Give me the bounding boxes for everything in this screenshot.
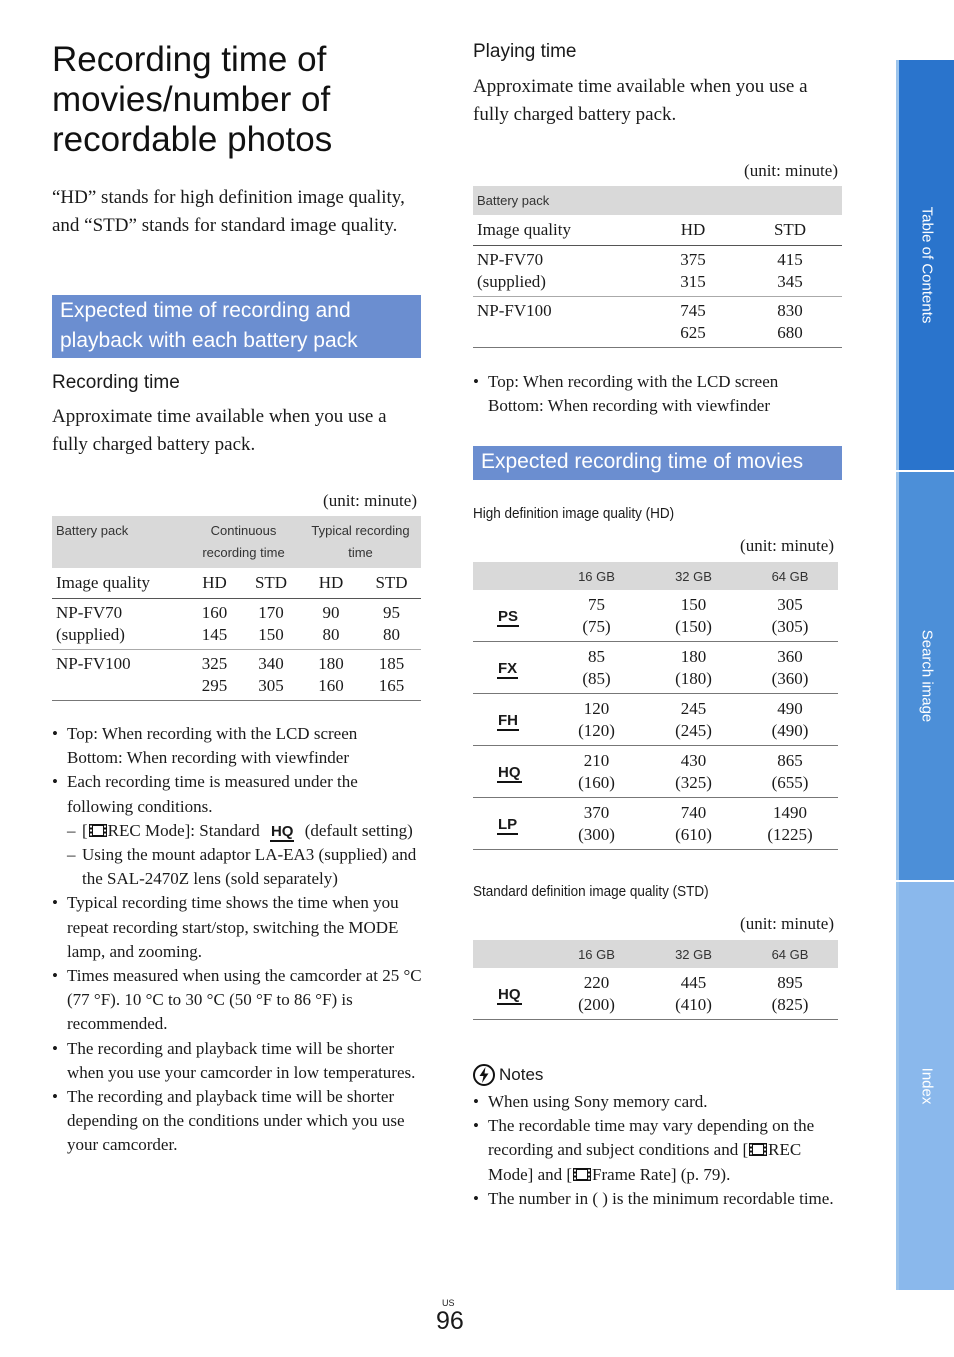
recording-time-table [52,516,421,701]
table-row [52,650,421,701]
ps-mode-icon: PS [498,607,519,625]
hd-unit: (unit: minute) [740,536,834,555]
blank-header [473,562,548,590]
bullet-bottom: Bottom: When recording with viewfinder [67,748,350,768]
film-icon [88,823,108,838]
cell: 1490 (1225) [742,798,838,850]
cell: 830 680 [738,297,842,348]
notes-warning-icon [473,1064,495,1086]
sub-item: – [ REC Mode]: Standard HQ (default setting) [67,820,413,840]
cell: 120 (120) [548,694,645,746]
sub-item: – Using the mount adaptor LA-EA3 (supplied) and the SAL-2470Z lens (sold separately) [67,845,417,889]
bullet-text: The recording and playback time will be shorter when you use your camcorder in low temperatures. [67,1038,416,1082]
film-icon [748,1142,768,1157]
cell: 180 (180) [645,642,742,694]
mode-cell [473,798,548,850]
hd-recording-table [473,562,838,850]
bullet-bottom: Bottom: When recording with viewfinder [488,396,771,416]
hq-mode-icon: HQ [498,763,521,781]
header-continuous: Continuous recording time [187,516,300,568]
tab-table-of-contents[interactable] [896,60,954,470]
note-text: The number in ( ) is the minimum recordable time. [488,1188,834,1208]
playing-unit: (unit: minute) [744,161,838,180]
cell: 360 (360) [742,642,838,694]
quality-label: Image quality [473,215,648,246]
recording-notes-list [52,722,424,1158]
mode-cell [473,642,548,694]
cell: 740 (610) [645,798,742,850]
blank-header [473,940,548,968]
notes-title: Notes [499,1065,544,1084]
quality-row [52,568,421,599]
mode-cell [473,694,548,746]
col-16gb: 16 GB [548,562,645,590]
section-heading-movies: Expected recording time of movies [473,446,842,480]
bullet-text: The recording and playback time will be shorter depending on the conditions under which you use your camcorder. [67,1087,405,1155]
std-unit: (unit: minute) [740,914,834,933]
fh-mode-icon: FH [498,711,518,729]
header-battery-pack: Battery pack [473,186,842,215]
note-text: REC Mode] and [ [488,1140,802,1184]
recording-unit: (unit: minute) [323,491,417,510]
battery-name: NP-FV70 (supplied) [52,599,187,650]
note-text: The recordable time may vary depending on the recording and subject conditions and [ [488,1116,815,1160]
cell: 370 (300) [548,798,645,850]
battery-name: NP-FV100 [473,297,648,348]
hd-heading: High definition image quality (HD) [473,505,675,522]
quality-hd: HD [300,568,362,599]
note-text: Frame Rate] (p. 79). [592,1164,731,1184]
table-row [473,642,838,694]
quality-row [473,215,842,246]
battery-name: NP-FV70 (supplied) [473,246,648,297]
bullet-text: Times measured when using the camcorder at 25 °C (77 °F). 10 °C to 30 °C (50 °F to 86 °F) is recommended. [67,966,422,1034]
recording-time-text: Approximate time available when you use a fully charged battery pack. [52,406,387,455]
list-item: • Top: When recording with the LCD screen Bottom: When recording with viewfinder [473,370,845,418]
table-row [473,746,838,798]
cell: 180 160 [300,650,362,701]
list-item: • Typical recording time shows the time when you repeat recording start/stop, switching the MODE lamp, and zooming. [52,893,399,961]
cell: 210 (160) [548,746,645,798]
film-icon [572,1167,592,1182]
bullet-top: Top: When recording with the LCD screen [488,372,779,391]
std-recording-table [473,940,838,1020]
table-row [52,599,421,650]
intro-text: “HD” stands for high definition image quality, and “STD” stands for standard image quality. [52,187,405,236]
tab-label: Index [918,1067,935,1105]
hq-mode-icon: HQ [498,985,521,1003]
note-text: When using Sony memory card. [488,1092,708,1111]
page-number-value: 96 [436,1307,464,1335]
default-setting-text: (default setting) [304,820,413,840]
col-64gb: 64 GB [742,562,838,590]
quality-std: STD [738,215,842,246]
list-item: • The recording and playback time will be shorter depending on the conditions under which you use your camcorder. [52,1087,405,1155]
cell: 375 315 [648,246,738,297]
bullet-top: Top: When recording with the LCD screen [67,724,358,743]
cell: 305 (305) [742,590,838,642]
playing-notes-list [473,370,845,418]
cell: 445 (410) [645,968,742,1020]
list-item: • The recordable time may vary depending on the recording and subject conditions and [ REC Mode] and [ Frame Rate] (p. 79). [473,1116,815,1184]
notes-heading [473,1064,543,1086]
rec-mode-text: REC Mode]: Standard [107,820,260,840]
std-heading: Standard definition image quality (STD) [473,883,709,900]
cell: 745 625 [648,297,738,348]
cell: 95 80 [362,599,421,650]
header-battery-pack: Battery pack [52,516,187,568]
list-item: • The number in ( ) is the minimum recordable time. [473,1188,834,1208]
table-row [473,246,842,297]
cell: 245 (245) [645,694,742,746]
bullet-text: Typical recording time shows the time when you repeat recording start/stop, switching the MODE lamp, and zooming. [67,893,399,961]
quality-hd: HD [187,568,242,599]
quality-std: STD [362,568,421,599]
cell: 160 145 [187,599,242,650]
list-item: • Times measured when using the camcorder at 25 °C (77 °F). 10 °C to 30 °C (50 °F to 86 °F) is recommended. [52,966,422,1034]
cell: 340 305 [242,650,300,701]
list-item: • Top: When recording with the LCD screen Bottom: When recording with viewfinder [52,722,424,770]
tab-search-image[interactable] [896,472,954,880]
tab-label: Search image [918,629,935,723]
tab-index[interactable] [896,882,954,1290]
list-item: • Each recording time is measured under the following conditions. – [ REC Mode]: Standard HQ (default setting) – Using the mount adaptor LA-EA3 (supplied) and the SAL-2470Z lens (sold separately) [52,770,424,891]
playing-time-text: Approximate time available when you use a fully charged battery pack. [473,76,808,125]
hq-mode-icon: HQ [270,822,294,840]
list-item: • The recording and playback time will be shorter when you use your camcorder in low temperatures. [52,1038,416,1082]
section-heading-battery: Expected time of recording and playback with each battery pack [52,295,421,358]
header-typical: Typical recording time [300,516,421,568]
col-32gb: 32 GB [645,940,742,968]
col-32gb: 32 GB [645,562,742,590]
cell: 490 (490) [742,694,838,746]
page-region: US [442,1298,455,1308]
mode-cell [473,968,548,1020]
page-number [436,1298,464,1334]
cell: 185 165 [362,650,421,701]
cell: 865 (655) [742,746,838,798]
cell: 75 (75) [548,590,645,642]
notes-list [473,1090,845,1211]
cell: 895 (825) [742,968,838,1020]
mode-cell [473,746,548,798]
cell: 170 150 [242,599,300,650]
tab-label: Table of Contents [918,206,935,324]
table-row [473,297,842,348]
recording-time-heading: Recording time [52,372,180,393]
cell: 325 295 [187,650,242,701]
cell: 415 345 [738,246,842,297]
col-64gb: 64 GB [742,940,838,968]
battery-name: NP-FV100 [52,650,187,701]
list-item: • When using Sony memory card. [473,1092,708,1111]
page-title: Recording time of movies/number of recordable photos [52,40,333,159]
quality-hd: HD [648,215,738,246]
cell: 150 (150) [645,590,742,642]
cell: 430 (325) [645,746,742,798]
playing-time-table [473,186,842,348]
lp-mode-icon: LP [498,815,518,833]
fx-mode-icon: FX [498,659,518,677]
table-row [473,798,838,850]
playing-time-heading: Playing time [473,41,577,62]
mode-cell [473,590,548,642]
cell: 85 (85) [548,642,645,694]
sub-item-text: Using the mount adaptor LA-EA3 (supplied) and the SAL-2470Z lens (sold separately) [82,845,417,889]
col-16gb: 16 GB [548,940,645,968]
table-row [473,968,838,1020]
bracket: [ [82,820,88,840]
table-row [473,590,838,642]
cell: 220 (200) [548,968,645,1020]
table-row [473,694,838,746]
bullet-text: Each recording time is measured under the following conditions. [67,772,358,816]
quality-std: STD [242,568,300,599]
cell: 90 80 [300,599,362,650]
quality-label: Image quality [52,568,187,599]
